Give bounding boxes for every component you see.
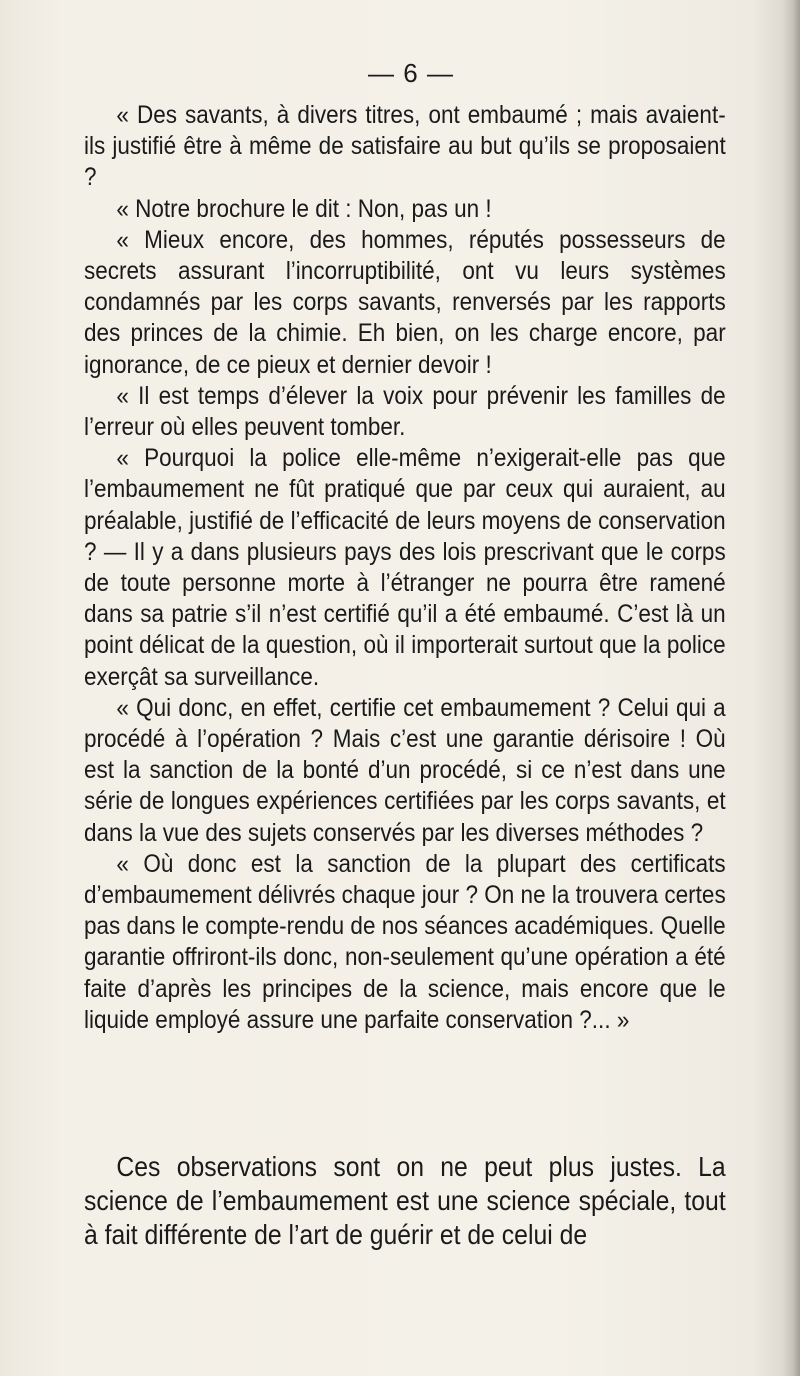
paragraph-3: « Mieux encore, des hommes, réputés possesseurs de secrets assurant l’incorruptibilité, ont vu leurs systèmes condamnés par les corps savants, renversés par les rapports des princes de la chimie. Eh bien, on les charge encore, par ignorance, de ce pieux et dernier devoir ! (84, 225, 726, 379)
paragraph-8: Ces observations sont on ne peut plus justes. La science de l’embaumement est une science spéciale, tout à fait différente de l’art de guérir et de celui de (84, 1151, 726, 1250)
closing-text-block (84, 1150, 726, 1252)
quoted-text-block (84, 100, 726, 1036)
paragraph-7: « Où donc est la sanction de la plupart des certificats d’embaumement délivrés chaque jour ? On ne la trouvera certes pas dans le compte-rendu de nos séances académiques. Quelle garantie offriront-ils donc, non-seulement qu’une opération a été faite d’après les principes de la science, mais encore que le liquide employé assure une parfaite conservation ?... » (84, 849, 726, 1034)
paragraph-2: « Notre brochure le dit : Non, pas un ! (116, 194, 492, 223)
paragraph-5: « Pourquoi la police elle-même n’exigerait-elle pas que l’embaumement ne fût pratiqué que par ceux qui auraient, au préalable, justifié de l’efficacité de leurs moyens de conservation ? — Il y a dans plusieurs pays des lois prescrivant que le corps de toute personne morte à l’étranger ne pourra être ramené dans sa patrie s’il n’est certifié qu’il a été embaumé. C’est là un point délicat de la question, où il importerait surtout que la police exerçât sa surveillance. (84, 444, 726, 691)
paragraph-1: « Des savants, à divers titres, ont embaumé ; mais avaient-ils justifié être à même de satisfaire au but qu’ils se proposaient ? (84, 101, 726, 192)
paragraph-4: « Il est temps d’élever la voix pour prévenir les familles de l’erreur où elles peuvent tomber. (84, 381, 726, 442)
page-edge-shadow (782, 0, 800, 1376)
paragraph-6: « Qui donc, en effet, certifie cet embaumement ? Celui qui a procédé à l’opération ? Mais c’est une garantie dérisoire ! Où est la sanction de la bonté d’un procédé, si ce n’est dans une série de longues expériences certifiées par les corps savants, et dans la vue des sujets conservés par les diverses méthodes ? (84, 693, 726, 847)
page-number: — 6 — (368, 58, 454, 88)
